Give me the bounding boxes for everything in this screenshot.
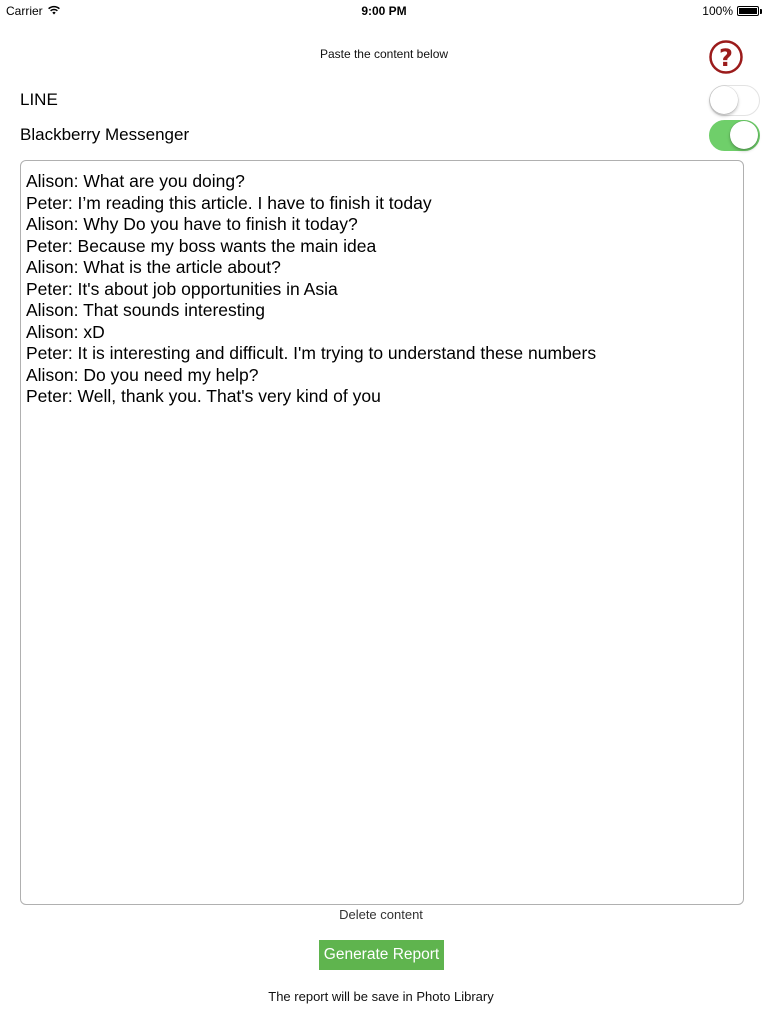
question-mark-icon — [709, 40, 743, 74]
chat-line: Peter: Because my boss wants the main idea — [26, 235, 377, 256]
chat-line: Alison: Do you need my help? — [26, 364, 259, 385]
battery-icon — [737, 6, 759, 16]
chat-line: Peter: I’m reading this article. I have to finish it today — [26, 192, 432, 213]
generate-report-button[interactable]: Generate Report — [319, 940, 444, 970]
toggle-label-bbm: Blackberry Messenger — [20, 125, 190, 144]
bbm-toggle-switch[interactable] — [709, 120, 760, 151]
carrier-label: Carrier — [6, 4, 43, 18]
delete-content-button[interactable]: Delete content — [339, 907, 423, 922]
content-text-area[interactable] — [20, 160, 744, 905]
chat-line: Alison: What is the article about? — [26, 257, 281, 277]
switch-knob — [730, 121, 758, 149]
battery-tip — [760, 9, 762, 14]
help-button[interactable] — [709, 40, 743, 74]
line-toggle-switch[interactable] — [709, 85, 760, 116]
status-right — [702, 4, 762, 18]
chat-line: Peter: It is interesting and difficult. I'm trying to understand these numbers — [26, 343, 597, 363]
footer-note: The report will be save in Photo Library — [268, 989, 494, 1004]
chat-line: Alison: That sounds interesting — [26, 300, 265, 320]
status-time: 9:00 PM — [361, 4, 407, 18]
chat-line: Alison: Why Do you have to finish it today? — [26, 214, 358, 234]
status-bar — [0, 0, 768, 22]
battery-fill — [739, 8, 757, 14]
chat-line: Alison: xD — [26, 321, 105, 342]
chat-line: Peter: Well, thank you. That's very kind of you — [26, 386, 381, 406]
switch-knob — [710, 86, 738, 114]
battery-percent: 100% — [702, 4, 733, 18]
svg-text:?: ? — [719, 44, 733, 72]
toggle-label-line: LINE — [20, 90, 58, 109]
chat-line: Alison: What are you doing? — [26, 171, 245, 191]
paste-instruction: Paste the content below — [319, 47, 449, 61]
chat-line: Peter: It's about job opportunities in Asia — [26, 278, 338, 299]
